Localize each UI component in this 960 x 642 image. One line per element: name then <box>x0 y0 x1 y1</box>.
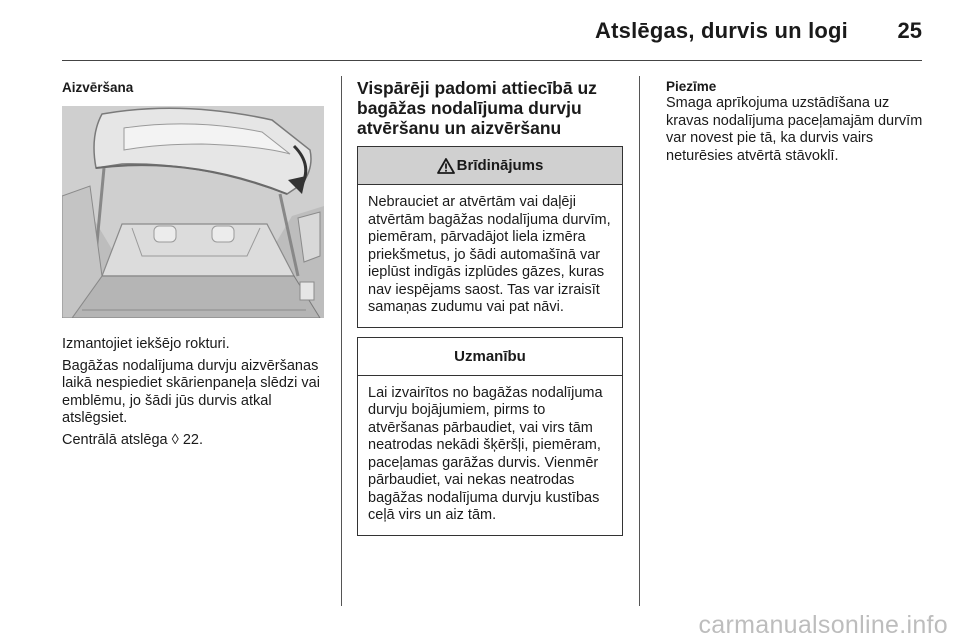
general-tips-heading: Vispārēji padomi attiecībā uz bagāžas nodalījuma durvju atvēršanu un aizvēršanu <box>357 78 597 138</box>
warning-header <box>358 147 622 185</box>
closing-heading: Aizvēršana <box>62 80 134 95</box>
column-middle <box>357 78 623 545</box>
caution-title: Uzmanību <box>454 347 526 365</box>
column-right <box>666 78 926 165</box>
warning-text: Nebrauciet ar atvērtām vai daļēji atvērtām bagāžas nodalījuma durvīm, piemēram, pārvadājot liela izmēra priekšmetus, jo šādi automašīnā var ieplūst indīgās izplūdes gāzes, kuras nav iespējams saost. Tas var izraisīt samaņas zudumu vai pat nāvi. <box>368 194 611 315</box>
column-left <box>62 80 328 453</box>
caution-header <box>358 338 622 376</box>
paragraph-do-not-press: Bagāžas nodalījuma durvju aizvēršanas laikā nespiediet skārienpaneļa slēdzi vai emblēmu, jo šādi jūs durvis atkal atslēgsiet. <box>62 357 320 426</box>
section-title: Atslēgas, durvis un logi <box>595 18 848 43</box>
page-number: 25 <box>897 18 922 43</box>
warning-title: Brīdinājums <box>456 157 544 174</box>
column-divider-right <box>639 76 640 606</box>
paragraph-use-handle: Izmantojiet iekšējo rokturi. <box>62 336 230 352</box>
caution-text: Lai izvairītos no bagāžas nodalījuma durvju bojājumiem, pirms to atvēršanas pārbaudiet, vai virs tām neatrodas nekādi šķēršļi, piemēram, paceļamas garāžas durvis. Vienmēr pārbaudiet, vai nekas neatrodas bagāžas nodalījuma durvju kustības ceļā virs un aiz tām. <box>368 384 603 523</box>
note-text: Smaga aprīkojuma uzstādīšana uz kravas nodalījuma paceļamajām durvīm var novest pie tā, ka durvis vairs neturēsies atvērtā stāvoklī. <box>666 95 923 164</box>
column-divider-left <box>341 76 342 606</box>
caution-box <box>357 337 623 536</box>
tailgate-illustration <box>62 106 324 318</box>
note-title: Piezīme <box>666 79 717 94</box>
paragraph-central-locking-ref: Centrālā atslēga ◊ 22. <box>62 431 203 448</box>
warning-triangle-icon <box>437 158 455 174</box>
header-divider <box>62 60 922 61</box>
warning-box <box>357 146 623 328</box>
watermark-text: carmanualsonline.info <box>698 611 948 639</box>
